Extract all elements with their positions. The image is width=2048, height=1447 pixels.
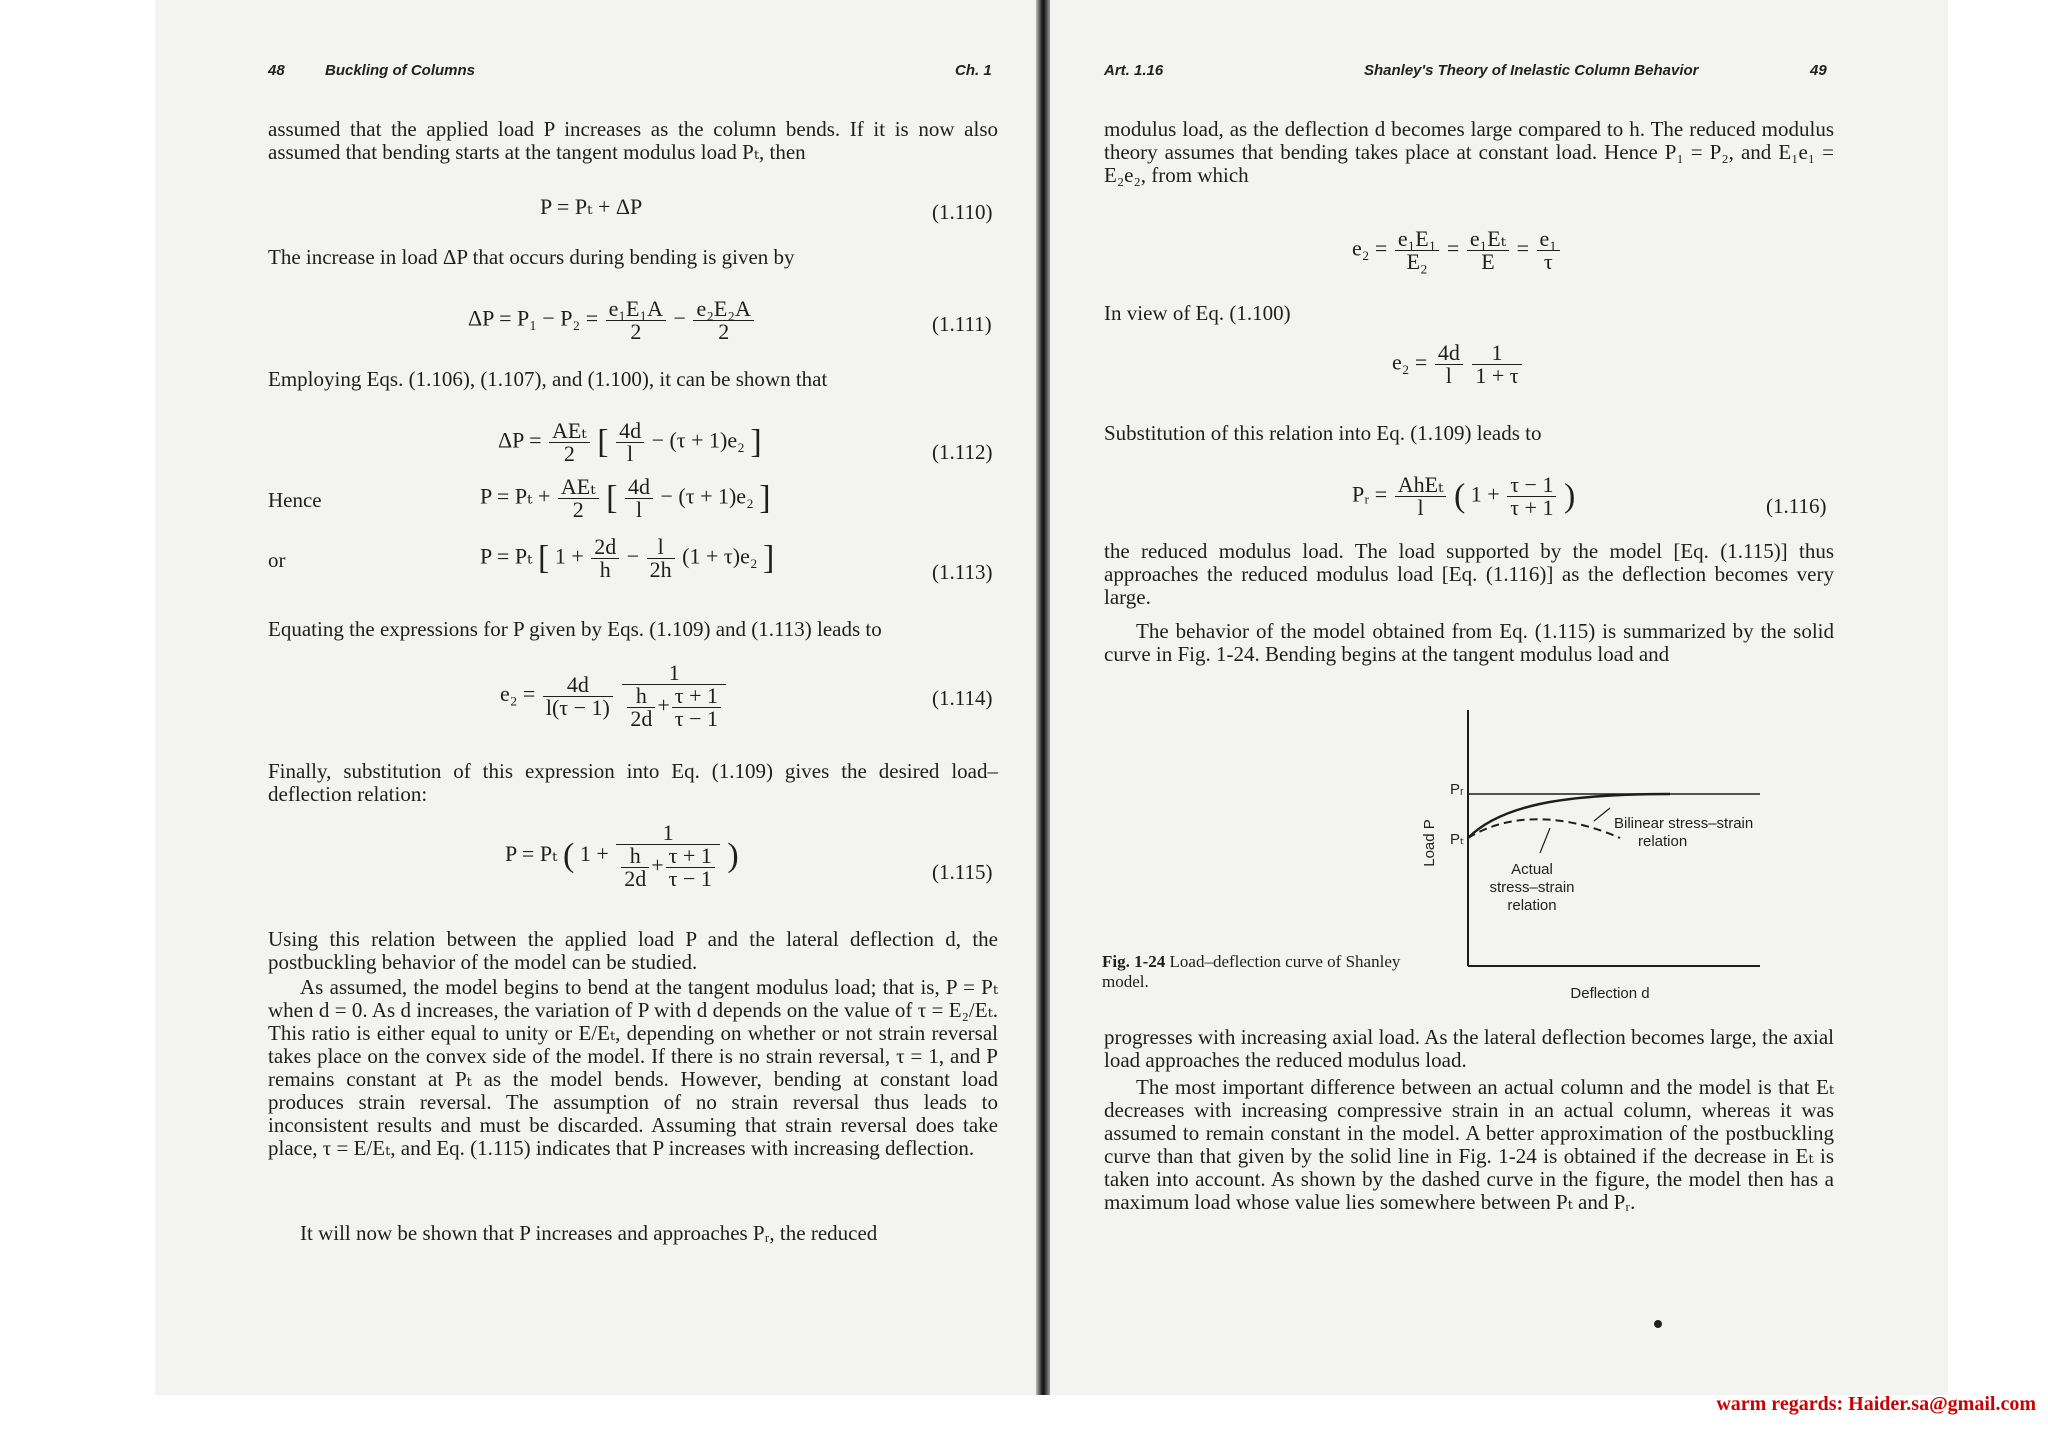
eq-1-114-frac3-den: 2d	[630, 706, 653, 731]
book-gutter	[1036, 0, 1050, 1395]
eq-1-114-lhs: e₂ =	[500, 681, 536, 707]
eq-1-113-frac2-num: l	[647, 536, 675, 559]
eq-hence-tail: − (τ + 1)e₂	[660, 483, 754, 509]
figure-1-24	[1420, 708, 1780, 1008]
left-para-8: It will now be shown that P increases and approaches Pᵣ, the reduced	[300, 1221, 878, 1245]
eq-1-116-lhs: Pᵣ =	[1352, 481, 1388, 507]
left-para-5: Finally, substitution of this expression into Eq. (1.109) gives the desired load–deflection relation:	[268, 759, 998, 806]
signature: warm regards: Haider.sa@gmail.com	[1716, 1393, 2036, 1415]
left-chapter: Ch. 1	[955, 62, 992, 79]
figure-label-actual-3: relation	[1507, 897, 1557, 914]
right-para-1: modulus load, as the deflection d becomes large compared to h. The reduced modulus theory assumes that bending takes place at constant load. Hence P₁ = P₂, and E₁e₁ = E₂e₂, from which	[1104, 117, 1834, 187]
eq-e2-deflection-lhs: e₂ =	[1392, 349, 1428, 375]
figure-label-pt: Pₜ	[1450, 831, 1465, 848]
eq-hence-inner-num: 4d	[625, 476, 653, 499]
eq-1-115-num: 1	[616, 822, 720, 845]
actual-leader-line	[1540, 828, 1550, 853]
eq-1-116-frac2-den: τ + 1	[1510, 495, 1554, 520]
eq-1-116-frac1-den: l	[1417, 495, 1424, 520]
right-running-title: Shanley's Theory of Inelastic Column Behavior	[1364, 62, 1699, 79]
eq-1-115-lhs: P = Pₜ	[505, 841, 558, 867]
eq-1-111-frac1-den: 2	[630, 319, 642, 344]
eq-1-113-frac2-den: 2h	[649, 557, 672, 582]
eq-1-116: Pᵣ = $\frac{\text{AhEₜ}}{l}$ ( 1 + $\frac{\tau - 1}{\tau + 1}$ )	[1352, 472, 1576, 520]
eq-1-111-frac2-den: 2	[718, 319, 730, 344]
eq-number-1-114: (1.114)	[932, 686, 993, 710]
eq-1-114-frac1-num: 4d	[543, 674, 613, 697]
eq-1-113-tail: (1 + τ)e₂	[682, 543, 758, 569]
figure-caption-label: Fig. 1-24	[1102, 952, 1166, 971]
left-para-2: The increase in load ΔP that occurs during bending is given by	[268, 245, 795, 269]
eq-1-112-tail: − (τ + 1)e₂	[651, 427, 745, 453]
eq-e2-deflection-frac1-den: l	[1445, 363, 1452, 388]
eq-1-113: P = Pₜ [ 1 + $\frac{2d}{h}$ − $\frac{l}{2h}$ (1 + τ)e₂ ]	[480, 534, 775, 582]
eq-1-112-inner-den: l	[627, 441, 634, 466]
eq-1-111	[468, 298, 756, 343]
right-para-6: progresses with increasing axial load. As the lateral deflection becomes large, the axial load approaches the reduced modulus load.	[1104, 1025, 1834, 1072]
eq-1-115-frac1-den: 2d	[624, 866, 647, 891]
eq-hence: P = Pₜ + $\frac{\text{AEₜ}}{2}$ [ $\frac{4d}{l}$ − (τ + 1)e₂ ]	[480, 474, 771, 522]
eq-e2-deflection-frac2-den: 1 + τ	[1475, 363, 1519, 388]
eq-e2-ratio-equals-2: =	[1516, 235, 1530, 261]
eq-e2-ratio-frac3-num: e₁	[1537, 228, 1560, 251]
eq-1-116-one-plus: 1 +	[1470, 481, 1500, 507]
right-para-3: Substitution of this relation into Eq. (1.109) leads to	[1104, 421, 1542, 445]
eq-1-113-minus: −	[626, 543, 640, 569]
eq-1-115-frac1-num: h	[621, 845, 649, 868]
figure-caption-text: Load–deflection curve of Shanley model.	[1102, 952, 1401, 991]
eq-e2-ratio-equals-1: =	[1446, 235, 1460, 261]
eq-1-115-one-plus: 1 +	[579, 841, 609, 867]
left-para-1: assumed that the applied load P increases as the column bends. If it is now also assumed that bending starts at the tangent modulus load Pₜ, then	[268, 117, 998, 164]
eq-e2-deflection	[1392, 342, 1524, 387]
eq-e2-ratio-lhs: e₂ =	[1352, 235, 1388, 261]
right-para-4: the reduced modulus load. The load supported by the model [Eq. (1.115)] thus approaches the reduced modulus load [Eq. (1.116)] as the deflection becomes very large.	[1104, 539, 1834, 609]
left-running-title: Buckling of Columns	[325, 62, 475, 79]
or-label: or	[268, 548, 286, 572]
figure-x-label: Deflection d	[1570, 985, 1650, 1002]
eq-1-111-frac2-num: e₂E₂A	[693, 298, 753, 321]
eq-1-113-lhs: P = Pₜ	[480, 543, 533, 569]
eq-1-115: P = Pₜ ( 1 + 1 $\frac{h}{2d}$ + $\frac{\tau + 1}{\tau - 1}$ )	[505, 820, 739, 891]
right-page-number: 49	[1810, 62, 1827, 79]
eq-1-114-frac3-num: h	[627, 685, 655, 708]
eq-e2-ratio-frac2-den: E	[1481, 249, 1495, 274]
eq-1-115-plus: +	[651, 852, 664, 878]
eq-1-112: ΔP = $\frac{\text{AEₜ}}{2}$ [ $\frac{4d}{l}$ − (τ + 1)e₂ ]	[498, 418, 762, 466]
figure-label-actual-1: Actual	[1511, 861, 1553, 878]
eq-number-1-111: (1.111)	[932, 312, 992, 336]
eq-1-114	[500, 662, 728, 730]
eq-number-1-110: (1.110)	[932, 200, 993, 224]
eq-number-1-116: (1.116)	[1766, 494, 1827, 518]
eq-1-116-frac1-num: AhEₜ	[1395, 474, 1447, 497]
eq-1-112-inner-num: 4d	[616, 420, 644, 443]
eq-1-113-frac1-den: h	[599, 557, 611, 582]
eq-1-111-minus: −	[673, 305, 686, 331]
eq-e2-ratio-frac2-num: e₁Eₜ	[1467, 228, 1509, 251]
eq-1-114-frac4-num: τ + 1	[672, 685, 721, 708]
eq-hence-inner-den: l	[635, 497, 643, 522]
eq-1-114-frac2-num: 1	[622, 662, 726, 685]
left-page-number: 48	[268, 62, 285, 79]
eq-1-112-coef-den: 2	[563, 441, 575, 466]
figure-label-pr: Pᵣ	[1450, 781, 1464, 798]
eq-e2-deflection-frac2-num: 1	[1472, 342, 1521, 365]
figure-y-label: Load P	[1421, 819, 1438, 867]
eq-1-112-lhs: ΔP =	[498, 427, 542, 453]
eq-number-1-112: (1.112)	[932, 440, 993, 464]
eq-e2-ratio-frac1-num: e₁E₁	[1395, 228, 1440, 251]
scan-speck	[1654, 1320, 1662, 1328]
left-para-4: Equating the expressions for P given by Eqs. (1.109) and (1.113) leads to	[268, 617, 882, 641]
eq-e2-ratio-frac1-den: E₂	[1406, 249, 1428, 274]
eq-e2-ratio	[1352, 228, 1562, 273]
right-article: Art. 1.16	[1104, 62, 1164, 79]
eq-1-112-coef-num: AEₜ	[549, 420, 590, 443]
eq-e2-deflection-frac1-num: 4d	[1435, 342, 1463, 365]
eq-1-111-frac1-num: e₁E₁A	[606, 298, 666, 321]
eq-number-1-113: (1.113)	[932, 560, 993, 584]
eq-1-114-frac4-den: τ − 1	[674, 706, 719, 731]
eq-hence-coef-num: AEₜ	[558, 476, 599, 499]
figure-label-bilinear-2: relation	[1638, 833, 1688, 850]
eq-hence-coef-den: 2	[572, 497, 584, 522]
right-para-5: The behavior of the model obtained from Eq. (1.115) is summarized by the solid curve in Fig. 1-24. Bending begins at the tangent modulus load and	[1104, 619, 1834, 666]
eq-hence-lhs: P = Pₜ +	[480, 483, 551, 509]
left-para-3: Employing Eqs. (1.106), (1.107), and (1.100), it can be shown that	[268, 367, 828, 391]
figure-label-bilinear-1: Bilinear stress–strain	[1614, 815, 1754, 832]
eq-1-115-frac2-den: τ − 1	[668, 866, 712, 891]
eq-e2-ratio-frac3-den: τ	[1543, 249, 1553, 274]
left-para-6: Using this relation between the applied load P and the lateral deflection d, the postbuckling behavior of the model can be studied.	[268, 927, 998, 974]
eq-1-115-frac2-num: τ + 1	[666, 845, 715, 868]
eq-1-114-plus: +	[657, 692, 670, 718]
eq-1-114-frac1-den: l(τ − 1)	[545, 694, 610, 720]
figure-label-actual-2: stress–strain	[1489, 879, 1575, 896]
eq-1-113-frac1-num: 2d	[591, 536, 619, 559]
right-para-2: In view of Eq. (1.100)	[1104, 301, 1291, 325]
left-para-7: As assumed, the model begins to bend at the tangent modulus load; that is, P = Pₜ when d = 0. As d increases, the variation of P with d depends on the value of τ = E₂/Eₜ. This ratio is either equal to unity or E/Eₜ, depending on whether or not strain reversal takes place on the convex side of the model. If there is no strain reversal, τ = 1, and P remains constant at Pₜ as the model bends. However, bending at constant load produces strain reversal. The assumption of no strain reversal thus leads to inconsistent results and must be discarded. Assuming that strain reversal does take place, τ = E/Eₜ, and Eq. (1.115) indicates that P increases with increasing deflection.	[268, 975, 998, 1160]
eq-number-1-115: (1.115)	[932, 860, 993, 884]
eq-1-110: P = Pₜ + ΔP	[540, 194, 643, 219]
figure-caption	[1102, 952, 1402, 992]
eq-1-113-one-plus: 1 +	[554, 543, 584, 569]
eq-1-111-lhs: ΔP = P₁ − P₂ =	[468, 305, 599, 331]
right-para-7: The most important difference between an actual column and the model is that Eₜ decreases with increasing compressive strain in an actual column, whereas it was assumed to remain constant in the model. A better approximation of the postbuckling curve than that given by the solid line in Fig. 1-24 is obtained if the decrease in Eₜ is taken into account. As shown by the dashed curve in the figure, the model then has a maximum load whose value lies somewhere between Pₜ and Pᵣ.	[1104, 1075, 1834, 1214]
bilinear-leader-line	[1594, 808, 1610, 821]
hence-label: Hence	[268, 488, 322, 512]
eq-1-116-frac2-num: τ − 1	[1507, 474, 1556, 497]
